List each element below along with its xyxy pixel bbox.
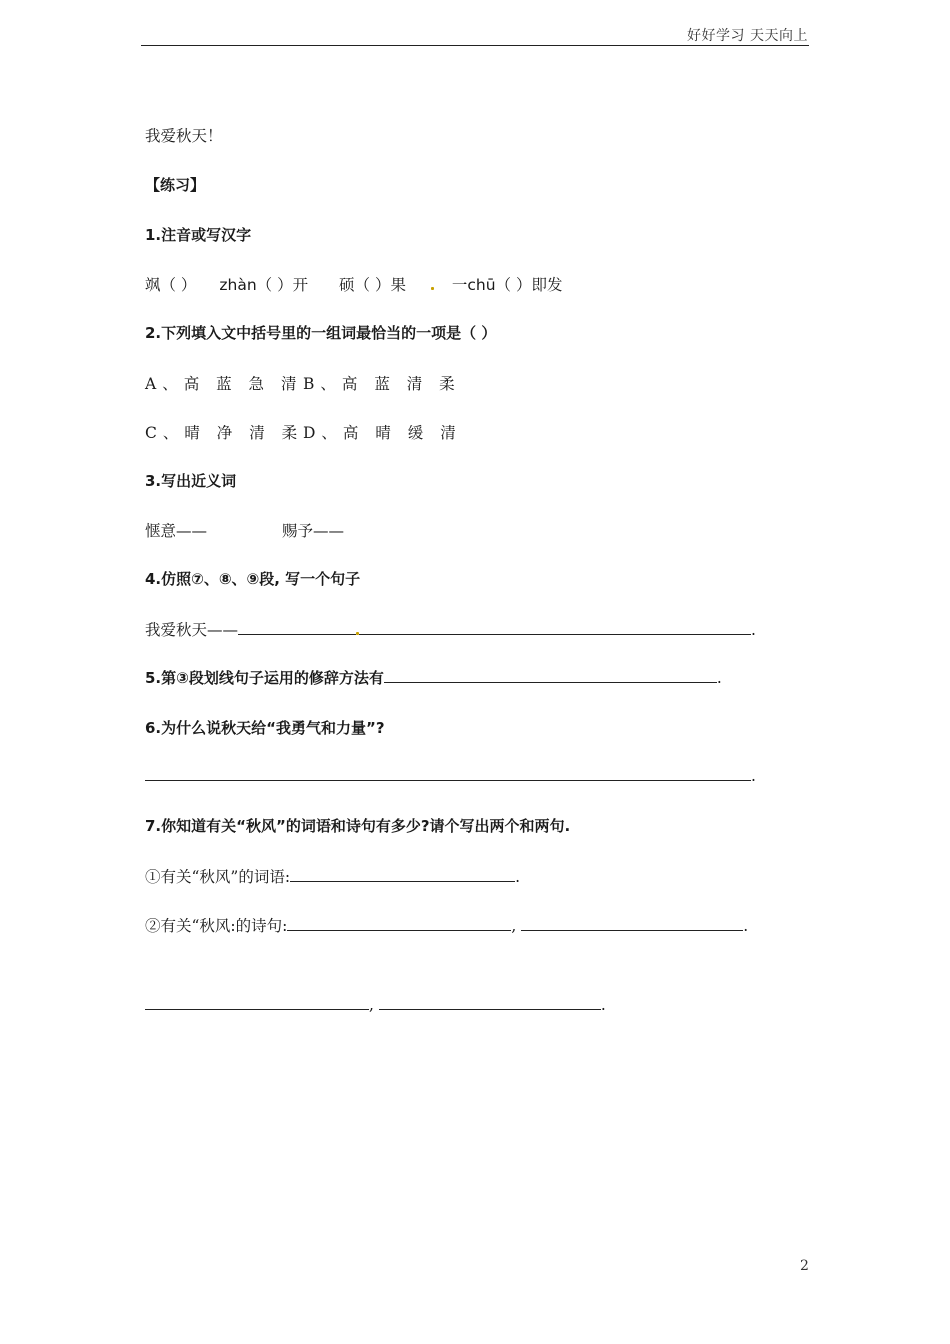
q7-poems-blank-3[interactable] [145,995,369,1010]
question-2-title: 2.下列填入文中括号里的一组词最恰当的一项是（ ） [145,324,497,342]
q7-poems-comma-2: , [369,996,374,1014]
q7-poems-line [145,914,748,936]
question-5-title: 5.第③段划线句子运用的修辞方法有 [145,669,384,687]
q3-item-b: 赐予—— [282,522,345,540]
q4-answer-line [145,618,756,640]
q7-poems-line-2 [145,995,606,1014]
q2-option-a: A、高 蓝 急 清 [145,375,303,393]
q4-period: . [751,621,756,639]
q4-blank-1[interactable] [238,620,356,635]
question-7-title: 7.你知道有关“秋风”的词语和诗句有多少?请个写出两个和两句. [145,817,571,835]
q6-answer-line [145,766,756,785]
q5-blank[interactable] [384,668,717,683]
q7-poems-comma: , [511,917,517,935]
q7-words-label: ①有关“秋风”的词语: [145,868,291,886]
q1-item-a: 飒（ ） [145,276,197,294]
page-number: 2 [800,1258,809,1274]
q7-poems-blank-2[interactable] [521,916,743,931]
question-1-title: 1.注音或写汉字 [145,226,252,244]
question-3-title: 3.写出近义词 [145,472,237,490]
q3-item-a: 惬意—— [145,522,208,540]
q2-option-b: B、高 蓝 清 柔 [303,375,461,393]
stray-dot [431,287,434,290]
question-4-title: 4.仿照⑦、⑧、⑨段, 写一个句子 [145,570,361,588]
q7-words-period: . [515,868,521,886]
q4-blank-2[interactable] [359,620,751,635]
header-rule [141,45,809,46]
intro-text: 我爱秋天！ [145,127,223,145]
q2-option-c: C、晴 净 清 柔 [145,424,304,442]
q6-period: . [751,767,756,785]
q6-blank[interactable] [145,766,751,781]
exercise-title: 【练习】 [145,176,206,194]
q4-prefix: 我爱秋天—— [145,621,239,639]
q7-poems-label: ②有关“秋风:的诗句: [145,917,288,935]
q7-words-line [145,865,520,887]
q7-poems-period-2: . [600,996,606,1014]
q1-item-c: 硕（ ）果 [339,276,406,294]
q1-item-d: 一chū（ ）即发 [451,276,563,294]
q7-poems-blank-1[interactable] [287,916,511,931]
q1-item-b: zhàn（ ）开 [219,276,309,294]
q7-poems-blank-4[interactable] [379,995,601,1010]
q7-words-blank[interactable] [290,867,515,882]
q7-poems-period: . [743,917,749,935]
page-header-text: 好好学习 天天向上 [687,28,808,44]
question-1-items [145,273,562,295]
q5-period: . [716,669,722,687]
question-5-line [145,667,722,688]
q2-option-d: D、高 晴 缓 清 [303,424,462,442]
question-6-title: 6.为什么说秋天给“我勇气和力量”? [145,719,385,737]
